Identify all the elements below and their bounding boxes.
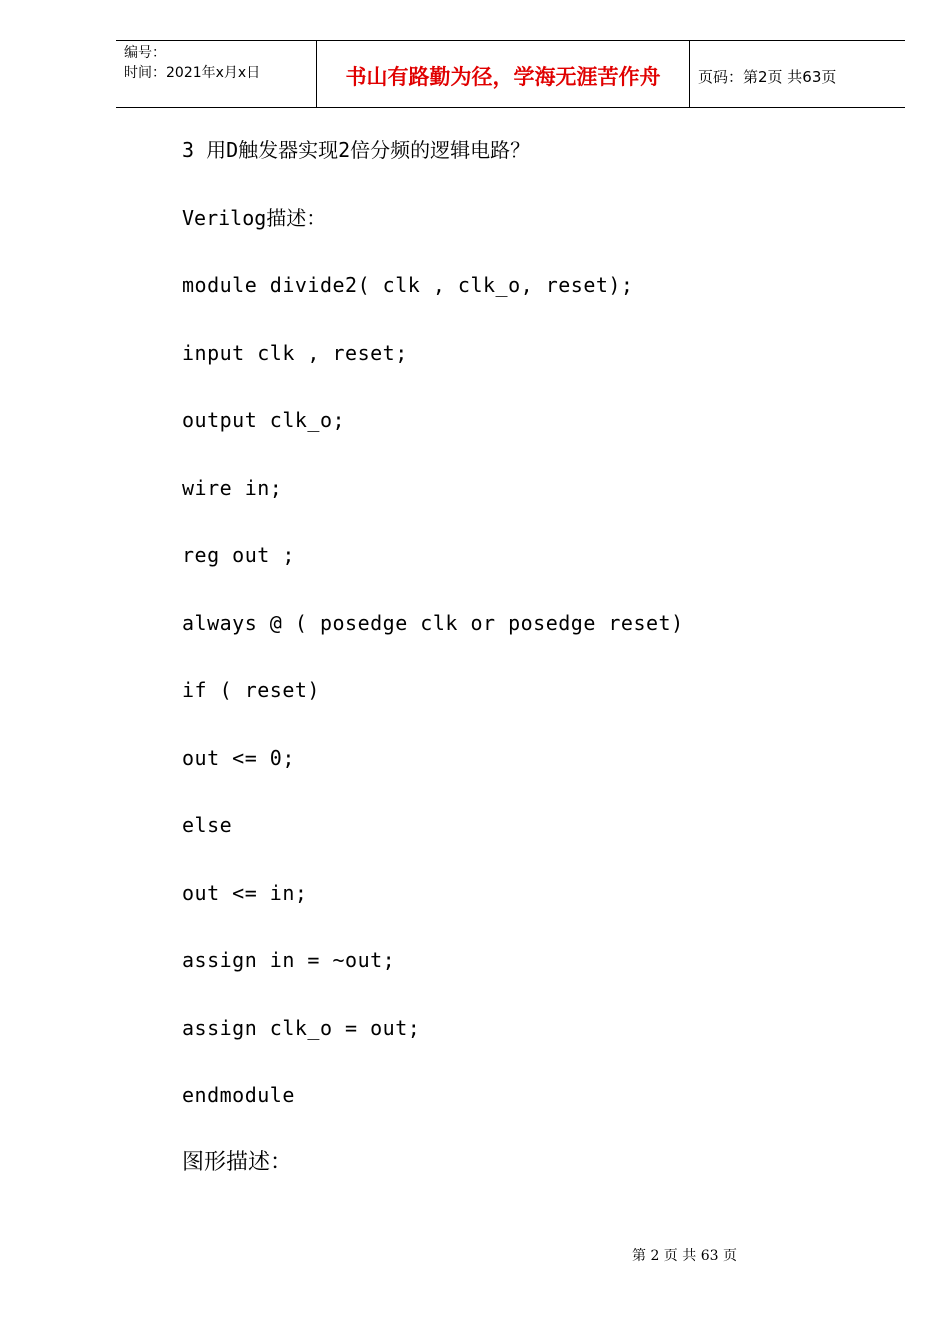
document-date: 时间：2021年x月x日 [124, 65, 261, 81]
code-line: reg out ; [182, 543, 295, 567]
header-page-info: 页码：第2页 共63页 [698, 67, 837, 86]
code-line: assign clk_o = out; [182, 1015, 421, 1040]
code-line: input clk , reset; [182, 340, 408, 365]
document-number-label: 编号： [124, 45, 166, 61]
verilog-heading: Verilog描述： [182, 205, 327, 230]
code-line: output clk_o; [182, 408, 346, 432]
header-meta [116, 41, 316, 107]
code-line: else [182, 813, 233, 837]
code-line: if ( reset) [182, 678, 320, 702]
question-title: 3 用D触发器实现2倍分频的逻辑电路？ [182, 138, 531, 162]
code-line: wire in; [182, 475, 283, 500]
graph-heading: 图形描述： [182, 1149, 293, 1175]
code-line: out <= in; [182, 880, 308, 905]
document-body [182, 126, 882, 1206]
code-line: always @ ( posedge clk or posedge reset) [182, 610, 684, 635]
page-header [116, 40, 905, 108]
code-line: endmodule [182, 1083, 295, 1107]
code-line: module divide2( clk , clk_o, reset); [182, 273, 634, 297]
code-line: assign in = ~out; [182, 948, 396, 972]
code-line: out <= 0; [182, 745, 295, 770]
page-footer: 第 2 页 共 63 页 [632, 1248, 737, 1264]
header-motto: 书山有路勤为径，学海无涯苦作舟 [316, 41, 690, 107]
